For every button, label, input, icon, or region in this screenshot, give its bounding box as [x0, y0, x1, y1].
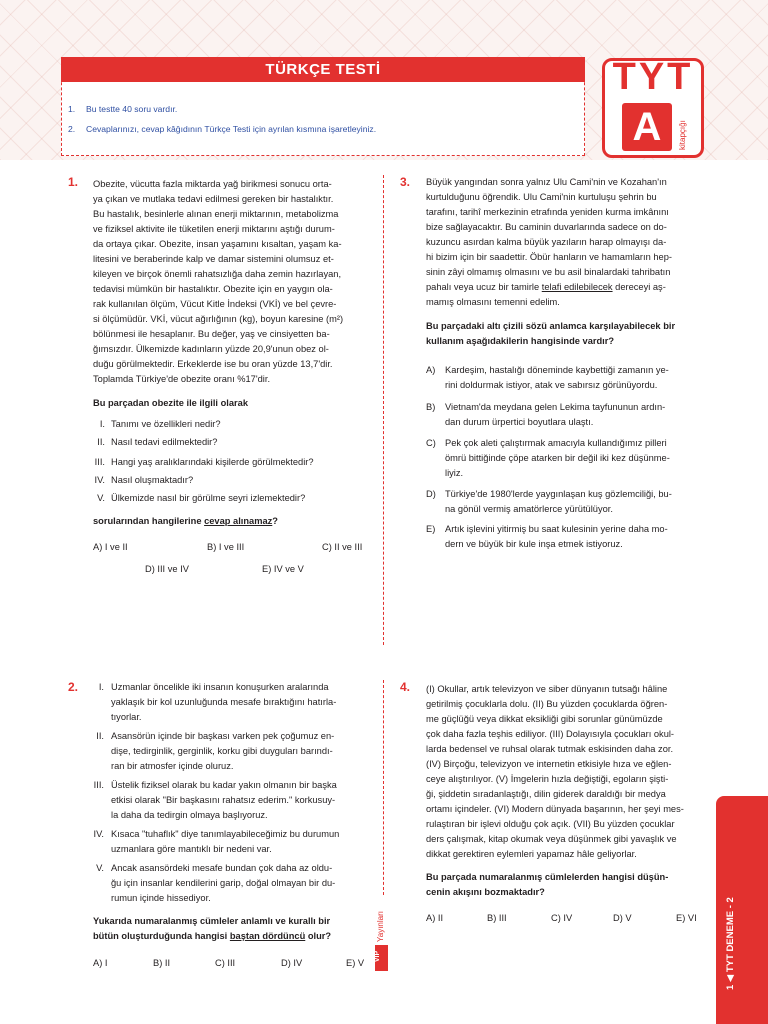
question-2-ask-line-2: bütün oluşturduğunda hangisi baştan dördüncü olur?: [93, 931, 332, 941]
q4-option-d[interactable]: D) V: [613, 913, 632, 923]
question-2-number: 2.: [68, 680, 79, 694]
question-3-ask-line-1: Bu parçadaki altı çizili sözü anlamca karşılayabilecek bir: [426, 321, 676, 331]
instruction-1: 1. Bu testte 40 soru vardır.: [68, 104, 178, 114]
q1-option-d[interactable]: D) III ve IV: [145, 564, 189, 574]
question-4-ask-line-1: Bu parçada numaralanmış cümlelerden hangisi düşün-: [426, 872, 669, 882]
badge-kitapcigi: kitapçığı: [678, 120, 687, 150]
badge-tyt: TYT: [612, 56, 694, 98]
q4-option-a[interactable]: A) II: [426, 913, 444, 923]
column-divider-bottom: [383, 680, 384, 895]
q2-option-e[interactable]: E) V: [346, 958, 365, 968]
question-1-stem: Bu parçadan obezite ile ilgili olarak: [93, 398, 248, 408]
q1-option-b[interactable]: B) I ve III: [207, 542, 245, 552]
question-3-ask-line-2: kullanım aşağıdakilerin hangisinde vardır?: [426, 336, 615, 346]
column-divider-top: [383, 175, 384, 645]
q2-option-c[interactable]: C) III: [215, 958, 236, 968]
question-1-ask: sorularından hangilerine cevap alınamaz?: [93, 516, 278, 526]
q2-option-b[interactable]: B) II: [153, 958, 171, 968]
q4-option-c[interactable]: C) IV: [551, 913, 573, 923]
q2-option-a[interactable]: A) I: [93, 958, 108, 968]
question-3-number: 3.: [400, 175, 411, 189]
question-4-number: 4.: [400, 680, 411, 694]
q4-option-b[interactable]: B) III: [487, 913, 507, 923]
q2-option-d[interactable]: D) IV: [281, 958, 303, 968]
vip-logo: VIP: [375, 945, 388, 971]
q1-option-c[interactable]: C) II ve III: [322, 542, 363, 552]
question-1-number: 1.: [68, 175, 79, 189]
page-side-tab: [716, 796, 768, 1024]
badge-booklet-letter: A: [622, 103, 672, 151]
publisher-name: Yayınları: [376, 911, 385, 942]
q4-option-e[interactable]: E) VI: [676, 913, 697, 923]
instruction-2: 2. Cevaplarınızı, cevap kâğıdının Türkçe Testi için ayrılan kısmına işaretleyiniz.: [68, 124, 377, 134]
question-2-ask-line-1: Yukarıda numaralanmış cümleler anlamlı ve kurallı bir: [93, 916, 331, 926]
question-4-ask-line-2: cenin akışını bozmaktadır?: [426, 887, 545, 897]
q1-option-a[interactable]: A) I ve II: [93, 542, 128, 552]
test-title: TÜRKÇE TESTİ: [61, 57, 585, 82]
q1-option-e[interactable]: E) IV ve V: [262, 564, 304, 574]
page-number-and-exam-label: 1 ◀ TYT DENEME - 2: [725, 897, 736, 990]
